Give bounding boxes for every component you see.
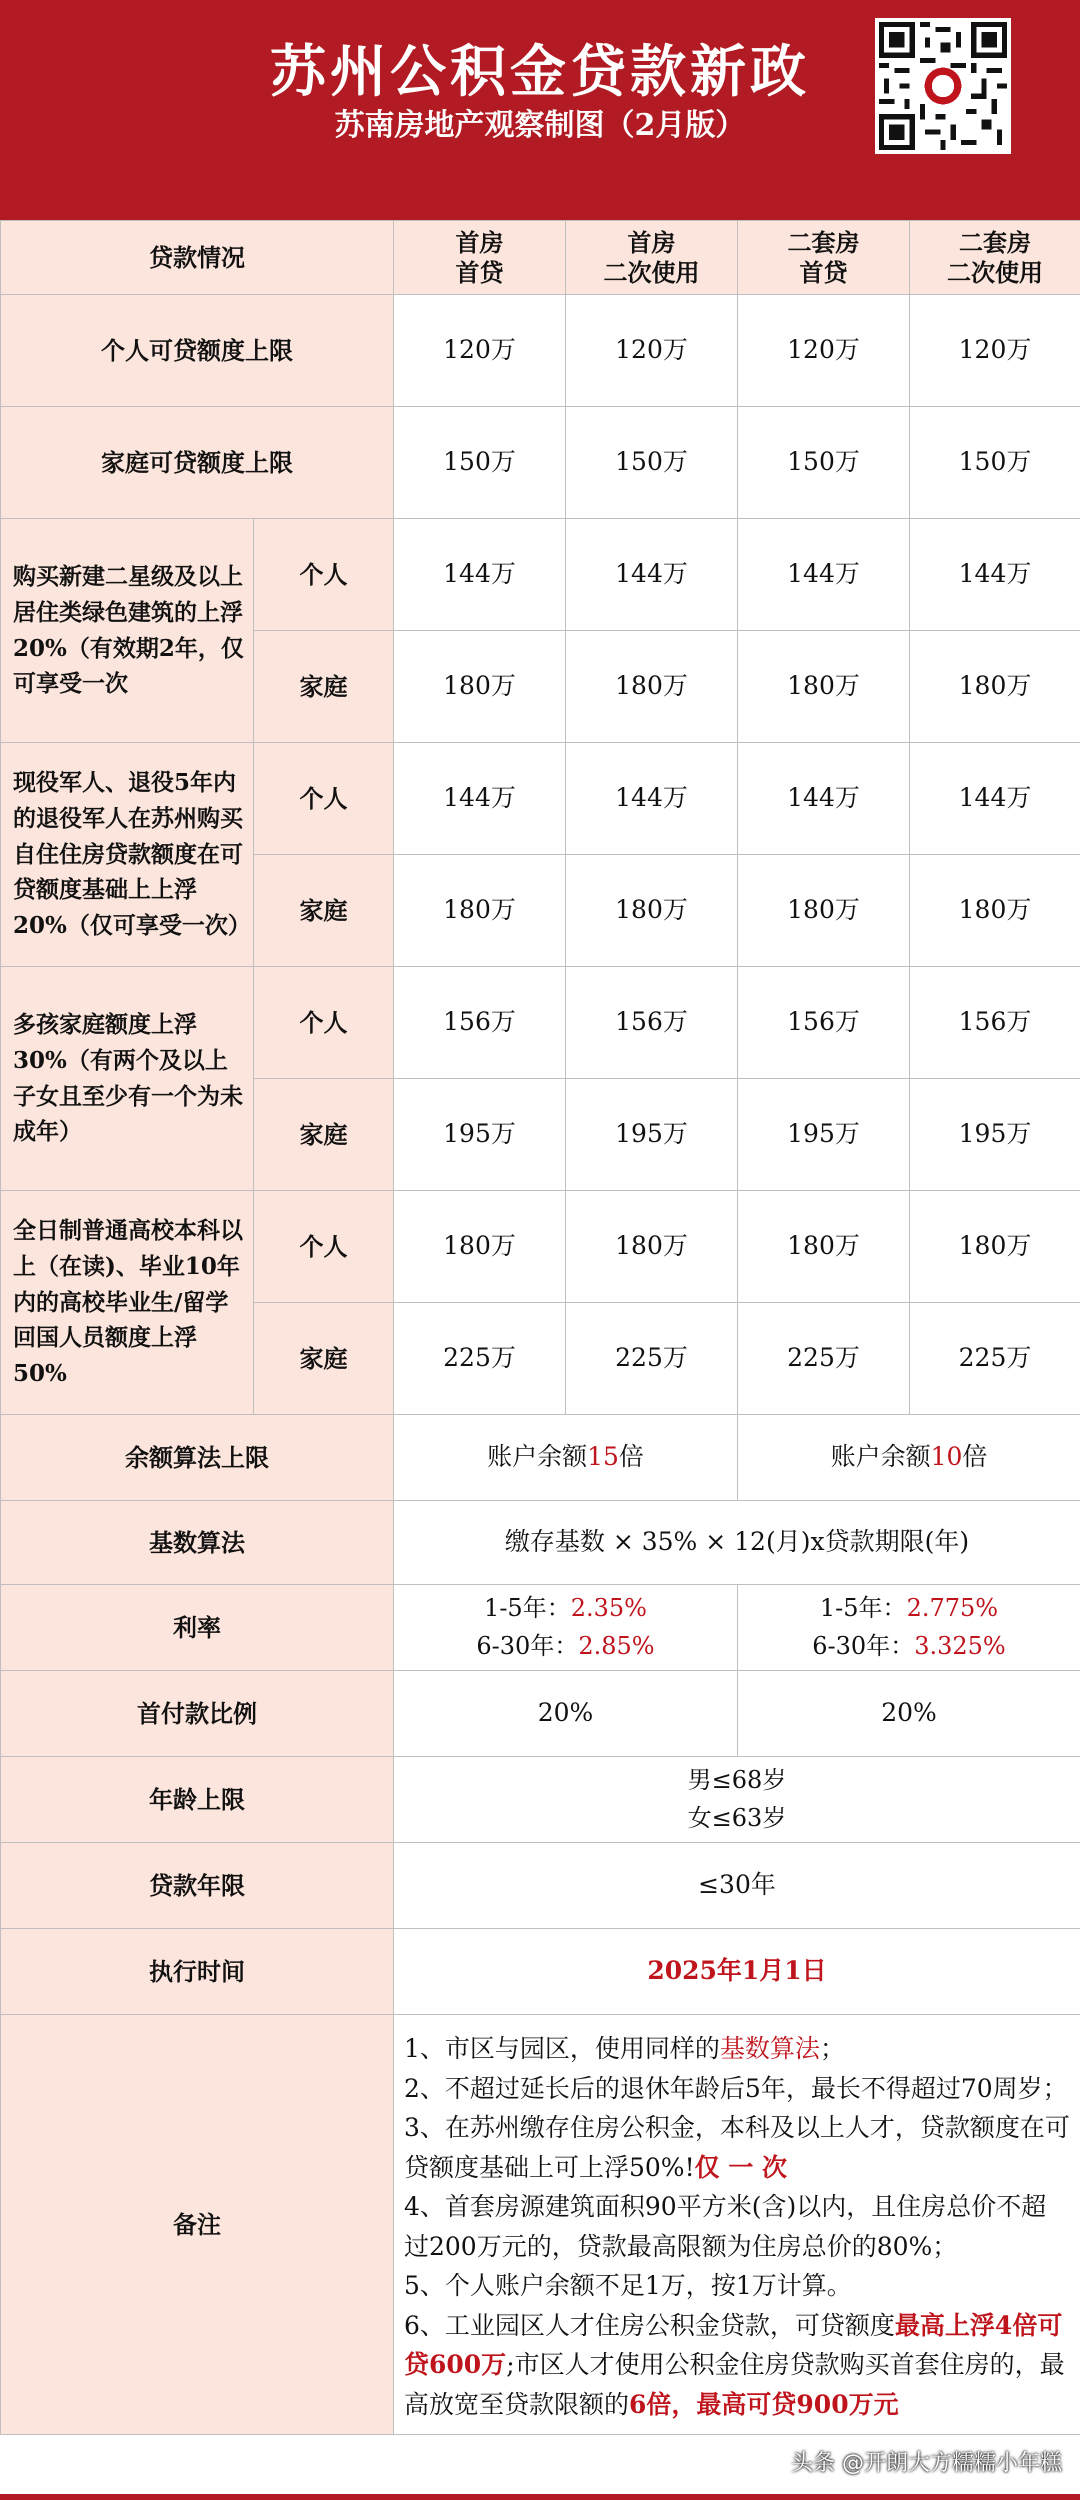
value-cell: 144万: [566, 743, 738, 855]
table-row: [1, 1757, 1080, 1843]
row-label-balance: 余额算法上限: [1, 1415, 394, 1501]
value-cell: 144万: [738, 743, 910, 855]
page-title: 苏州公积金贷款新政: [270, 39, 810, 105]
table-row: [1, 743, 1080, 855]
row-label-multichild: 多孩家庭额度上浮30%（有两个及以上子女且至少有一个为未成年）: [1, 967, 254, 1191]
row-label-personal-limit: 个人可贷额度上限: [1, 295, 394, 407]
row-label-age: 年龄上限: [1, 1757, 394, 1843]
value-cell: 180万: [566, 1191, 738, 1303]
down-payment-first-home: 20%: [394, 1671, 738, 1757]
table-row: [1, 407, 1080, 519]
header-cell-first-home-second-use: 首房 二次使用: [566, 221, 738, 295]
table-row: [1, 519, 1080, 631]
value-cell: 225万: [566, 1303, 738, 1415]
sub-label-personal: 个人: [254, 1191, 394, 1303]
value-cell: 195万: [910, 1079, 1080, 1191]
header-cell-situation: 贷款情况: [1, 221, 394, 295]
value-cell: 144万: [566, 519, 738, 631]
header-cell-first-home-first-loan: 首房 首贷: [394, 221, 566, 295]
value-cell: 150万: [394, 407, 566, 519]
value-cell: 225万: [738, 1303, 910, 1415]
value-cell: 156万: [566, 967, 738, 1079]
value-cell: 180万: [910, 1191, 1080, 1303]
row-label-down-payment: 首付款比例: [1, 1671, 394, 1757]
value-cell: 180万: [738, 631, 910, 743]
sub-label-family: 家庭: [254, 1079, 394, 1191]
header-cell-second-home-second-use: 二套房 二次使用: [910, 221, 1080, 295]
value-cell: 150万: [566, 407, 738, 519]
value-cell: 180万: [394, 631, 566, 743]
value-cell: 180万: [910, 631, 1080, 743]
rate-second-home: 1-5年：2.775% 6-30年：3.325%: [738, 1585, 1080, 1671]
sub-label-family: 家庭: [254, 1303, 394, 1415]
value-cell: 156万: [910, 967, 1080, 1079]
sub-label-family: 家庭: [254, 631, 394, 743]
note-2: 2、不超过延长后的退休年龄后5年，最长不得超过70周岁；: [404, 2073, 1068, 2103]
effective-date: 2025年1月1日: [394, 1929, 1080, 2015]
table-row: [1, 1843, 1080, 1929]
value-cell: 180万: [738, 1191, 910, 1303]
sub-label-personal: 个人: [254, 519, 394, 631]
sub-label-family: 家庭: [254, 855, 394, 967]
value-cell: 225万: [910, 1303, 1080, 1415]
value-cell: 180万: [394, 855, 566, 967]
value-cell: 195万: [566, 1079, 738, 1191]
value-cell: 195万: [394, 1079, 566, 1191]
row-label-base: 基数算法: [1, 1501, 394, 1585]
down-payment-second-home: 20%: [738, 1671, 1080, 1757]
row-label-effective: 执行时间: [1, 1929, 394, 2015]
value-cell: 120万: [394, 295, 566, 407]
value-cell: 156万: [394, 967, 566, 1079]
base-formula: 缴存基数 × 35% × 12(月)x贷款期限(年): [394, 1501, 1080, 1585]
sub-label-personal: 个人: [254, 967, 394, 1079]
value-cell: 180万: [566, 855, 738, 967]
loan-term: ≤30年: [394, 1843, 1080, 1929]
page-subtitle: 苏南房地产观察制图（2月版）: [334, 108, 746, 143]
table-row: [1, 2015, 1080, 2435]
qr-code-icon: [875, 18, 1011, 154]
rate-first-home: 1-5年：2.35% 6-30年：2.85%: [394, 1585, 738, 1671]
value-cell: 180万: [910, 855, 1080, 967]
footer-bar: [0, 2494, 1080, 2500]
value-cell: 144万: [738, 519, 910, 631]
table-row: [1, 1415, 1080, 1501]
note-5: 5、个人账户余额不足1万，按1万计算。: [404, 2271, 852, 2300]
note-4: 4、首套房源建筑面积90平方米(含)以内，且住房总价不超过200万元的，贷款最高限额为住房总价的80%；: [404, 2192, 1047, 2261]
value-cell: 180万: [394, 1191, 566, 1303]
value-cell: 156万: [738, 967, 910, 1079]
header-banner: [0, 0, 1080, 220]
note-6: 6、工业园区人才住房公积金贷款，可贷额度最高上浮4倍可贷600万;市区人才使用公积金住房贷款购买首套住房的，最高放宽至贷款限额的6倍，最高可贷900万元: [404, 2310, 1065, 2419]
policy-table: [0, 220, 1080, 2435]
value-cell: 144万: [394, 519, 566, 631]
table-row: [1, 967, 1080, 1079]
balance-second-home: 账户余额10倍: [738, 1415, 1080, 1501]
notes-content: [394, 2015, 1080, 2435]
table-row: [1, 1191, 1080, 1303]
sub-label-personal: 个人: [254, 743, 394, 855]
value-cell: 195万: [738, 1079, 910, 1191]
value-cell: 225万: [394, 1303, 566, 1415]
value-cell: 150万: [910, 407, 1080, 519]
value-cell: 180万: [566, 631, 738, 743]
row-label-term: 贷款年限: [1, 1843, 394, 1929]
row-label-green-building: 购买新建二星级及以上居住类绿色建筑的上浮20%（有效期2年，仅可享受一次: [1, 519, 254, 743]
note-3: 3、在苏州缴存住房公积金，本科及以上人才，贷款额度在可贷额度基础上可上浮50%!仅 一 次: [404, 2113, 1070, 2182]
value-cell: 120万: [566, 295, 738, 407]
value-cell: 180万: [738, 855, 910, 967]
table-row: [1, 1501, 1080, 1585]
table-row: [1, 1929, 1080, 2015]
header-cell-second-home-first-loan: 二套房 首贷: [738, 221, 910, 295]
row-label-family-limit: 家庭可贷额度上限: [1, 407, 394, 519]
table-row: [1, 1671, 1080, 1757]
row-label-graduate: 全日制普通高校本科以上（在读)、毕业10年内的高校毕业生/留学回国人员额度上浮50%: [1, 1191, 254, 1415]
age-limit: 男≤68岁 女≤63岁: [394, 1757, 1080, 1843]
balance-first-home: 账户余额15倍: [394, 1415, 738, 1501]
table-row: [1, 295, 1080, 407]
table-row: [1, 1585, 1080, 1671]
value-cell: 150万: [738, 407, 910, 519]
row-label-military: 现役军人、退役5年内的退役军人在苏州购买自住住房贷款额度在可贷额度基础上上浮20%（仅可享受一次）: [1, 743, 254, 967]
table-row: [1, 221, 1080, 295]
row-label-notes: 备注: [1, 2015, 394, 2435]
note-1: 1、市区与园区，使用同样的基数算法；: [404, 2034, 845, 2063]
value-cell: 120万: [738, 295, 910, 407]
watermark-text: 头条 @开朗大方糯糯小年糕: [791, 2451, 1062, 2476]
value-cell: 144万: [910, 743, 1080, 855]
row-label-rate: 利率: [1, 1585, 394, 1671]
value-cell: 144万: [910, 519, 1080, 631]
value-cell: 120万: [910, 295, 1080, 407]
value-cell: 144万: [394, 743, 566, 855]
